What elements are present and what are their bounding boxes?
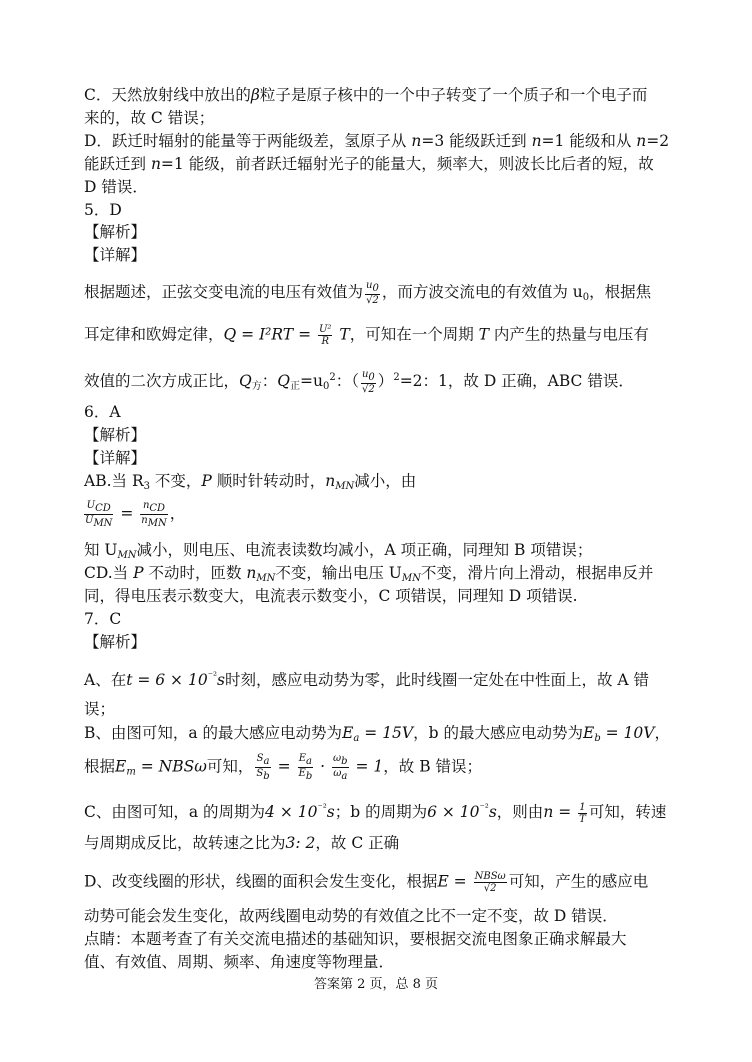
line-d3: D 错误． [84, 178, 148, 196]
q5-heading: 5．D [84, 201, 122, 219]
q6-formula: $\frac{\text{UCD}}{\text{UMN}}$ = $\frac{\text{nCD}}{\text{nMN}}$ ， [85, 500, 186, 529]
q7-line4: 根据$E_m = NBS\omega$可知， $\frac{Sa}{Sb}$ = $\frac{Ea}{Eb}$ · $\frac{\omega b}{\omega a}$ = 1，故 B 错误； [84, 753, 483, 782]
u0-over-root2: $\frac{u0}{√2}$ [366, 280, 379, 306]
line-d1: D．跃迁时辐射的能量等于两能级差，氢原子从 n=3 能级跃迁到 n=1 能级和从 n=2 [84, 132, 670, 150]
q7-dianjing-1: 点睛：本题考查了有关交流电描述的基础知识，要根据交流电图象正确求解最大 [84, 930, 627, 948]
q7-line5: C、由图可知，a 的周期为$4 \times 10^{^{-2}}s$；b 的周期为$6 \times 10^{^{-2}}s$，则由n = $\frac{1}{T}$ 可知，转速 [84, 801, 667, 825]
q7-line2: 误； [84, 700, 116, 718]
q5-line3: 效值的二次方成正比，$Q_方$：$Q_正=u_0^2$：（ $\frac{u0}{√2}$ ）$^2$=2：1，故 D 正确，ABC 错误． [84, 369, 634, 395]
q6-jiexi: 【解析】 [84, 426, 147, 444]
line-d2: 能跃迁到 n=1 能级，前者跃迁辐射光子的能量大，频率大，则波长比后者的短，故 [84, 155, 654, 173]
line-c2: 来的，故 C 错误； [84, 109, 215, 127]
q5-line1: 根据题述，正弦交变电流的电压有效值为 $\frac{u0}{√2}$ ，而方波交流电的有效值为 $u_0$，根据焦 [84, 280, 652, 306]
q5-xiangjie: 【详解】 [84, 246, 147, 264]
q7-line3: B、由图可知，a 的最大感应电动势为$E_a = 15V$，b 的最大感应电动势为$E_b = 10V$， [84, 724, 670, 744]
q7-line6: 与周期成反比，故转速之比为3: 2，故 C 正确 [84, 834, 400, 852]
page-footer: 答案第 2 页，总 8 页 [313, 977, 439, 992]
line-c1: C．天然放射线中放出的β粒子是原子核中的一个中子转变了一个质子和一个电子而 [84, 86, 648, 104]
q6-heading: 6．A [84, 403, 121, 421]
q5-line2: 耳定律和欧姆定律，Q = I²RT = $\frac{\text{U²}}{R}$ T，可知在一个周期 T 内产生的热量与电压有 [84, 324, 649, 347]
u0-over-root2-b: $\frac{u0}{√2}$ [361, 369, 375, 395]
q6-line4: 同，得电压表示数变大，电流表示数变小，C 项错误，同理知 D 项错误. [84, 587, 578, 605]
q6-line3: CD.当 P 不动时，匝数 $n_{MN}$不变，输出电压 $U_{MN}$不变，滑片向上滑动，根据串反并 [84, 564, 654, 584]
q5-jiexi: 【解析】 [84, 223, 147, 241]
q7-line8: 动势可能会发生变化，故两线圈电动势的有效值之比不一定不变，故 D 错误． [84, 907, 618, 925]
q7-jiexi: 【解析】 [84, 633, 147, 651]
q6-line2: 知 $U_{MN}$减小，则电压、电流表读数均减小，A 项正确，同理知 B 项错误； [84, 541, 593, 561]
u2-over-r: $\frac{\text{U²}}{R}$ [318, 324, 332, 347]
q6-xiangjie: 【详解】 [84, 449, 147, 467]
q6-line1: AB.当 $R_3$ 不变，P 顺时针转动时，$n_{MN}$减小，由 [84, 472, 417, 492]
q7-line7: D、改变线圈的形状，线圈的面积会发生变化，根据E = $\frac{\text{NBSω}}{√2}$ 可知，产生的感应电 [84, 871, 649, 894]
q7-dianjing-2: 值、有效值、周期、频率、角速度等物理量． [84, 953, 395, 971]
q7-line1: A、在$t = 6 \times 10^{^{-2}}s$时刻，感应电动势为零，此时线圈一定处在中性面上，故 A 错 [84, 671, 650, 689]
q7-heading: 7．C [84, 610, 122, 628]
